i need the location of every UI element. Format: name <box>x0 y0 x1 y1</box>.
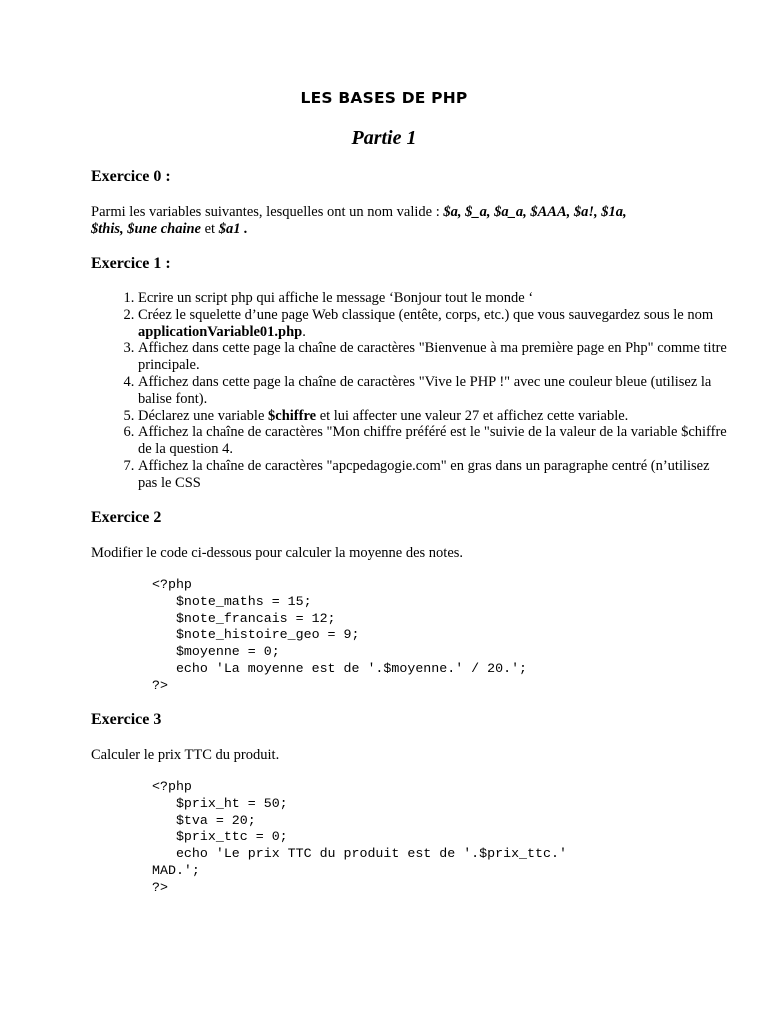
exercise-0-prefix: Parmi les variables suivantes, lesquelles ont un nom valide : <box>91 204 444 220</box>
list-item <box>138 307 728 341</box>
list-item-text: et lui affecter une valeur 27 et affichez cette variable. <box>316 407 629 424</box>
list-item <box>138 458 728 492</box>
exercise-0-vars-1: $a, $_a, $a_a, $AAA, $a!, $1a, <box>443 204 627 220</box>
exercise-0-heading: Exercice 0 : <box>91 168 171 185</box>
list-item-text: Affichez la chaîne de caractères "apcpedagogie.com" en gras dans un paragraphe centré (n’utilisez pas le CSS <box>138 457 710 491</box>
document-title: LES BASES DE PHP <box>300 89 468 107</box>
list-item-text: Ecrire un script php qui affiche le message ‘Bonjour tout le monde ‘ <box>138 290 534 306</box>
list-item-text: . <box>302 323 306 340</box>
list-item <box>138 374 728 408</box>
exercise-2-code: <?php $note_maths = 15; $note_francais = 12; $note_histoire_geo = 9; $moyenne = 0; echo 'La moyenne est de '.$moyenne.' / 20.'; ?> <box>152 577 528 693</box>
exercise-0-connector: et <box>200 221 219 237</box>
list-item <box>138 340 728 374</box>
exercise-1-heading: Exercice 1 : <box>91 255 171 272</box>
exercise-0-vars-2: $this, $une chaine <box>91 221 201 237</box>
list-item-bold: $chiffre <box>268 407 317 424</box>
list-item <box>138 408 728 425</box>
document-subtitle: Partie 1 <box>351 127 417 149</box>
list-item <box>138 424 728 458</box>
exercise-2-text: Modifier le code ci-dessous pour calculer la moyenne des notes. <box>91 545 464 561</box>
exercise-3-text: Calculer le prix TTC du produit. <box>91 747 280 763</box>
exercise-2-heading: Exercice 2 <box>91 509 162 526</box>
exercise-3-heading: Exercice 3 <box>91 711 162 728</box>
exercise-0-text <box>91 204 681 238</box>
exercise-0-last-var: $a1 . <box>218 221 248 237</box>
list-item-bold: applicationVariable01.php <box>138 323 303 340</box>
list-item-text: Affichez la chaîne de caractères "Mon chiffre préféré est le "suivie de la valeur de la variable $chiffre de la question 4. <box>138 424 727 458</box>
list-item-text: Déclarez une variable <box>138 407 269 424</box>
list-item-text: Créez le squelette d’une page Web classique (entête, corps, etc.) que vous sauvegardez sous le nom <box>138 306 714 323</box>
exercise-1-list <box>91 290 728 492</box>
exercise-3-code: <?php $prix_ht = 50; $tva = 20; $prix_ttc = 0; echo 'Le prix TTC du produit est de '.$prix_ttc.' MAD.'; ?> <box>152 779 567 895</box>
list-item-text: Affichez dans cette page la chaîne de caractères "Vive le PHP !" avec une couleur bleue (utilisez la balise font). <box>138 373 712 407</box>
list-item <box>138 290 728 307</box>
list-item-text: Affichez dans cette page la chaîne de caractères "Bienvenue à ma première page en Php" comme titre principale. <box>138 340 727 374</box>
